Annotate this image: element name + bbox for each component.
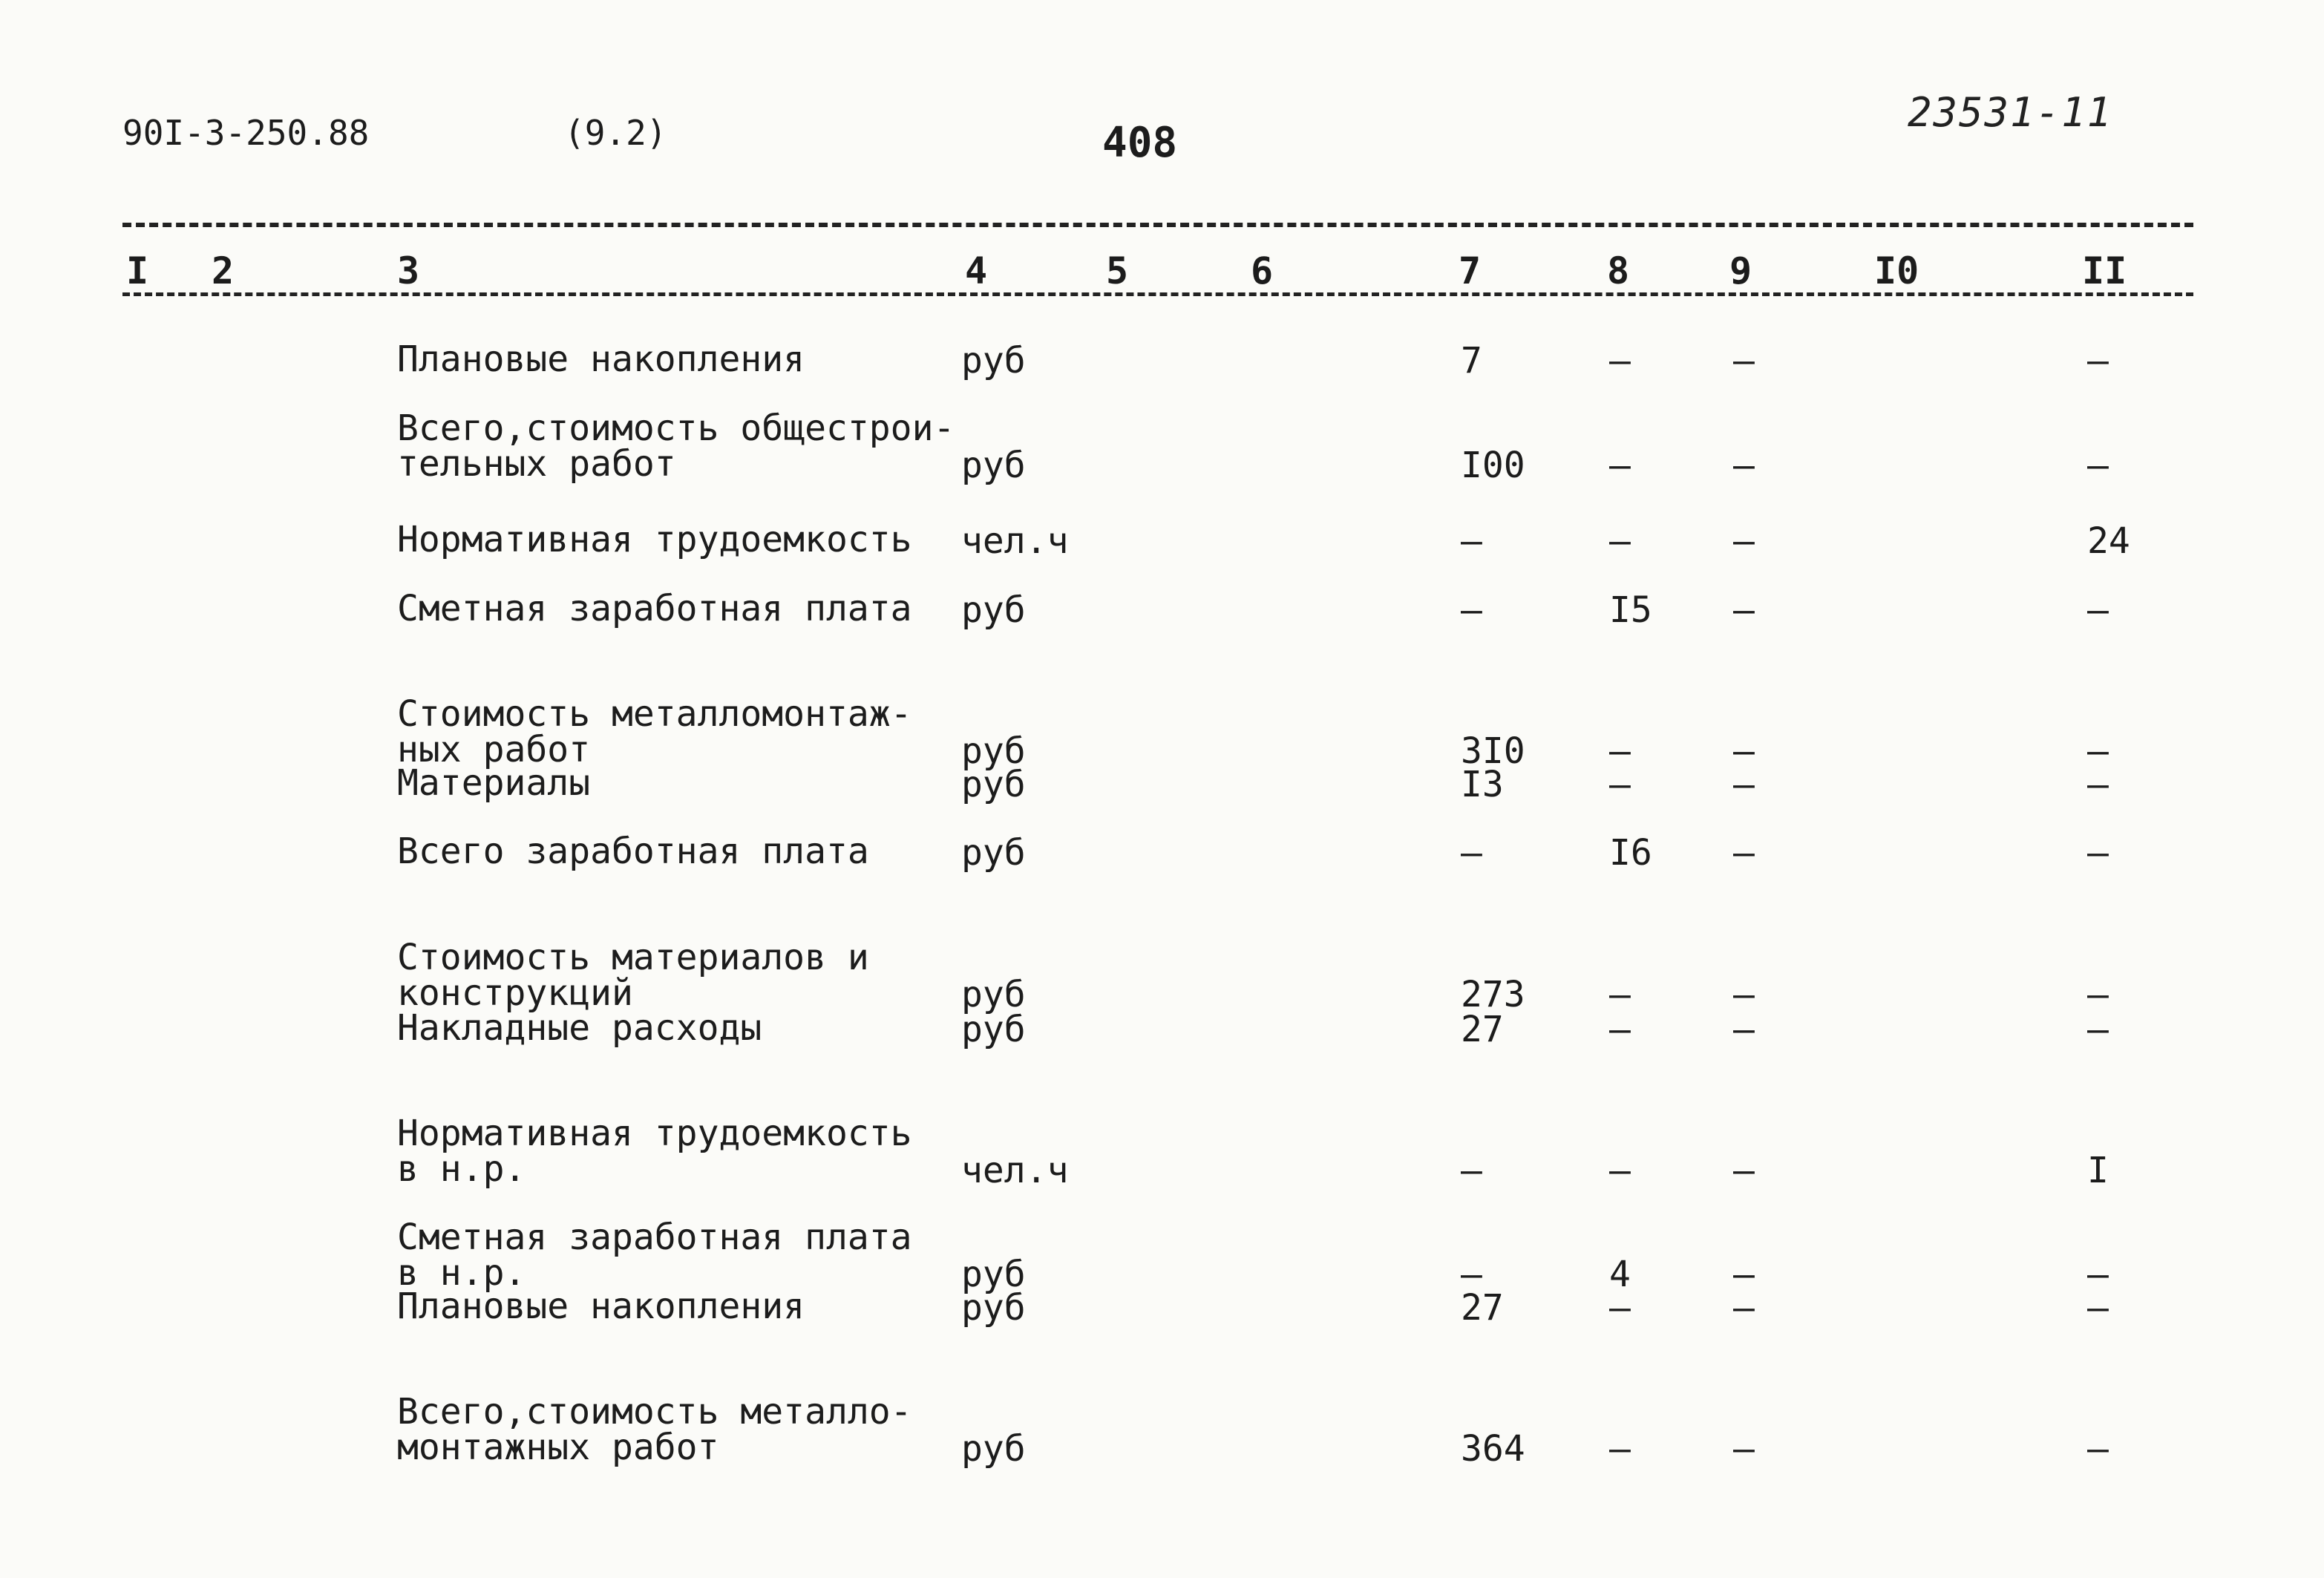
col-header-4: 4 (965, 249, 988, 292)
row-unit: руб (961, 764, 1026, 805)
col11-value: I (2087, 1150, 2109, 1191)
col11-value: – (2087, 1009, 2109, 1050)
row-unit: руб (961, 1287, 1026, 1329)
col7-value: – (1461, 1150, 1482, 1191)
row-label: Стоимость металломонтаж- (397, 693, 912, 735)
col11-value: – (2087, 974, 2109, 1015)
col11-value: – (2087, 730, 2109, 772)
col8-value: – (1609, 1150, 1631, 1191)
col7-value: – (1461, 1254, 1482, 1295)
col-header-1: I (126, 249, 149, 292)
row-label: Всего заработная плата (397, 831, 869, 872)
col9-value: – (1733, 1009, 1755, 1050)
top-rule (122, 223, 2193, 227)
col9-value: – (1733, 730, 1755, 772)
col9-value: – (1733, 445, 1755, 486)
col9-value: – (1733, 1254, 1755, 1295)
row-unit: руб (961, 832, 1026, 874)
row-unit: руб (961, 974, 1026, 1015)
col8-value: I5 (1609, 589, 1652, 631)
col11-value: – (2087, 1287, 2109, 1329)
col-header-7: 7 (1459, 249, 1482, 292)
col8-value: – (1609, 340, 1631, 382)
col7-value: 364 (1461, 1428, 1525, 1470)
col8-value: – (1609, 1287, 1631, 1329)
col11-value: – (2087, 589, 2109, 631)
col-header-3: 3 (397, 249, 420, 292)
row-label: Накладные расходы (397, 1007, 762, 1049)
row-label-continued: ных работ (397, 729, 591, 770)
row-unit: чел.ч (961, 1150, 1069, 1191)
col-header-8: 8 (1607, 249, 1630, 292)
col7-value: 273 (1461, 974, 1525, 1015)
row-label: Сметная заработная плата (397, 588, 912, 629)
row-unit: чел.ч (961, 520, 1069, 562)
col9-value: – (1733, 832, 1755, 874)
col9-value: – (1733, 589, 1755, 631)
column-header-rule (122, 292, 2193, 296)
row-label: Всего,стоимость металло- (397, 1391, 912, 1433)
col8-value: – (1609, 445, 1631, 486)
row-label-continued: тельных работ (397, 443, 676, 485)
col8-value: – (1609, 974, 1631, 1015)
col8-value: – (1609, 730, 1631, 772)
col7-value: – (1461, 589, 1482, 631)
row-label-continued: конструкций (397, 972, 633, 1014)
col-header-10: I0 (1874, 249, 1919, 292)
col7-value: – (1461, 832, 1482, 874)
col8-value: I6 (1609, 832, 1652, 874)
row-label: Стоимость материалов и (397, 937, 869, 978)
col11-value: 24 (2087, 520, 2130, 562)
col8-value: 4 (1609, 1254, 1631, 1295)
row-label: Нормативная трудоемкость (397, 519, 912, 560)
row-label: Плановые накопления (397, 338, 805, 380)
section-number: (9.2) (564, 113, 667, 153)
col8-value: – (1609, 1428, 1631, 1470)
row-unit: руб (961, 340, 1026, 382)
col9-value: – (1733, 1428, 1755, 1470)
row-unit: руб (961, 730, 1026, 772)
col9-value: – (1733, 520, 1755, 562)
col-header-6: 6 (1251, 249, 1274, 292)
col11-value: – (2087, 1254, 2109, 1295)
row-label: Сметная заработная плата (397, 1217, 912, 1258)
row-label-continued: в н.р. (397, 1252, 526, 1294)
handwritten-number: 23531-11 (1908, 89, 2113, 136)
col9-value: – (1733, 340, 1755, 382)
col11-value: – (2087, 445, 2109, 486)
col8-value: – (1609, 1009, 1631, 1050)
col7-value: I3 (1461, 764, 1504, 805)
col11-value: – (2087, 764, 2109, 805)
row-unit: руб (961, 1254, 1026, 1295)
row-label: Нормативная трудоемкость (397, 1113, 912, 1154)
document-code: 90I-3-250.88 (122, 113, 370, 153)
col8-value: – (1609, 764, 1631, 805)
col9-value: – (1733, 764, 1755, 805)
col9-value: – (1733, 1150, 1755, 1191)
col7-value: 27 (1461, 1287, 1504, 1329)
col9-value: – (1733, 974, 1755, 1015)
row-label: Материалы (397, 762, 591, 804)
row-unit: руб (961, 589, 1026, 631)
col7-value: – (1461, 520, 1482, 562)
col-header-9: 9 (1729, 249, 1752, 292)
col-header-11: II (2082, 249, 2127, 292)
col11-value: – (2087, 832, 2109, 874)
col8-value: – (1609, 520, 1631, 562)
col11-value: – (2087, 340, 2109, 382)
col7-value: 7 (1461, 340, 1482, 382)
col7-value: I00 (1461, 445, 1525, 486)
row-label-continued: в н.р. (397, 1148, 526, 1190)
col7-value: 27 (1461, 1009, 1504, 1050)
row-unit: руб (961, 1428, 1026, 1470)
col-header-5: 5 (1106, 249, 1129, 292)
col11-value: – (2087, 1428, 2109, 1470)
row-label: Плановые накопления (397, 1286, 805, 1327)
row-label-continued: монтажных работ (397, 1427, 719, 1468)
col7-value: 3I0 (1461, 730, 1525, 772)
col-header-2: 2 (212, 249, 235, 292)
row-label: Всего,стоимость общестрои- (397, 407, 955, 449)
page-number: 408 (1102, 119, 1178, 167)
row-unit: руб (961, 445, 1026, 486)
row-unit: руб (961, 1009, 1026, 1050)
col9-value: – (1733, 1287, 1755, 1329)
